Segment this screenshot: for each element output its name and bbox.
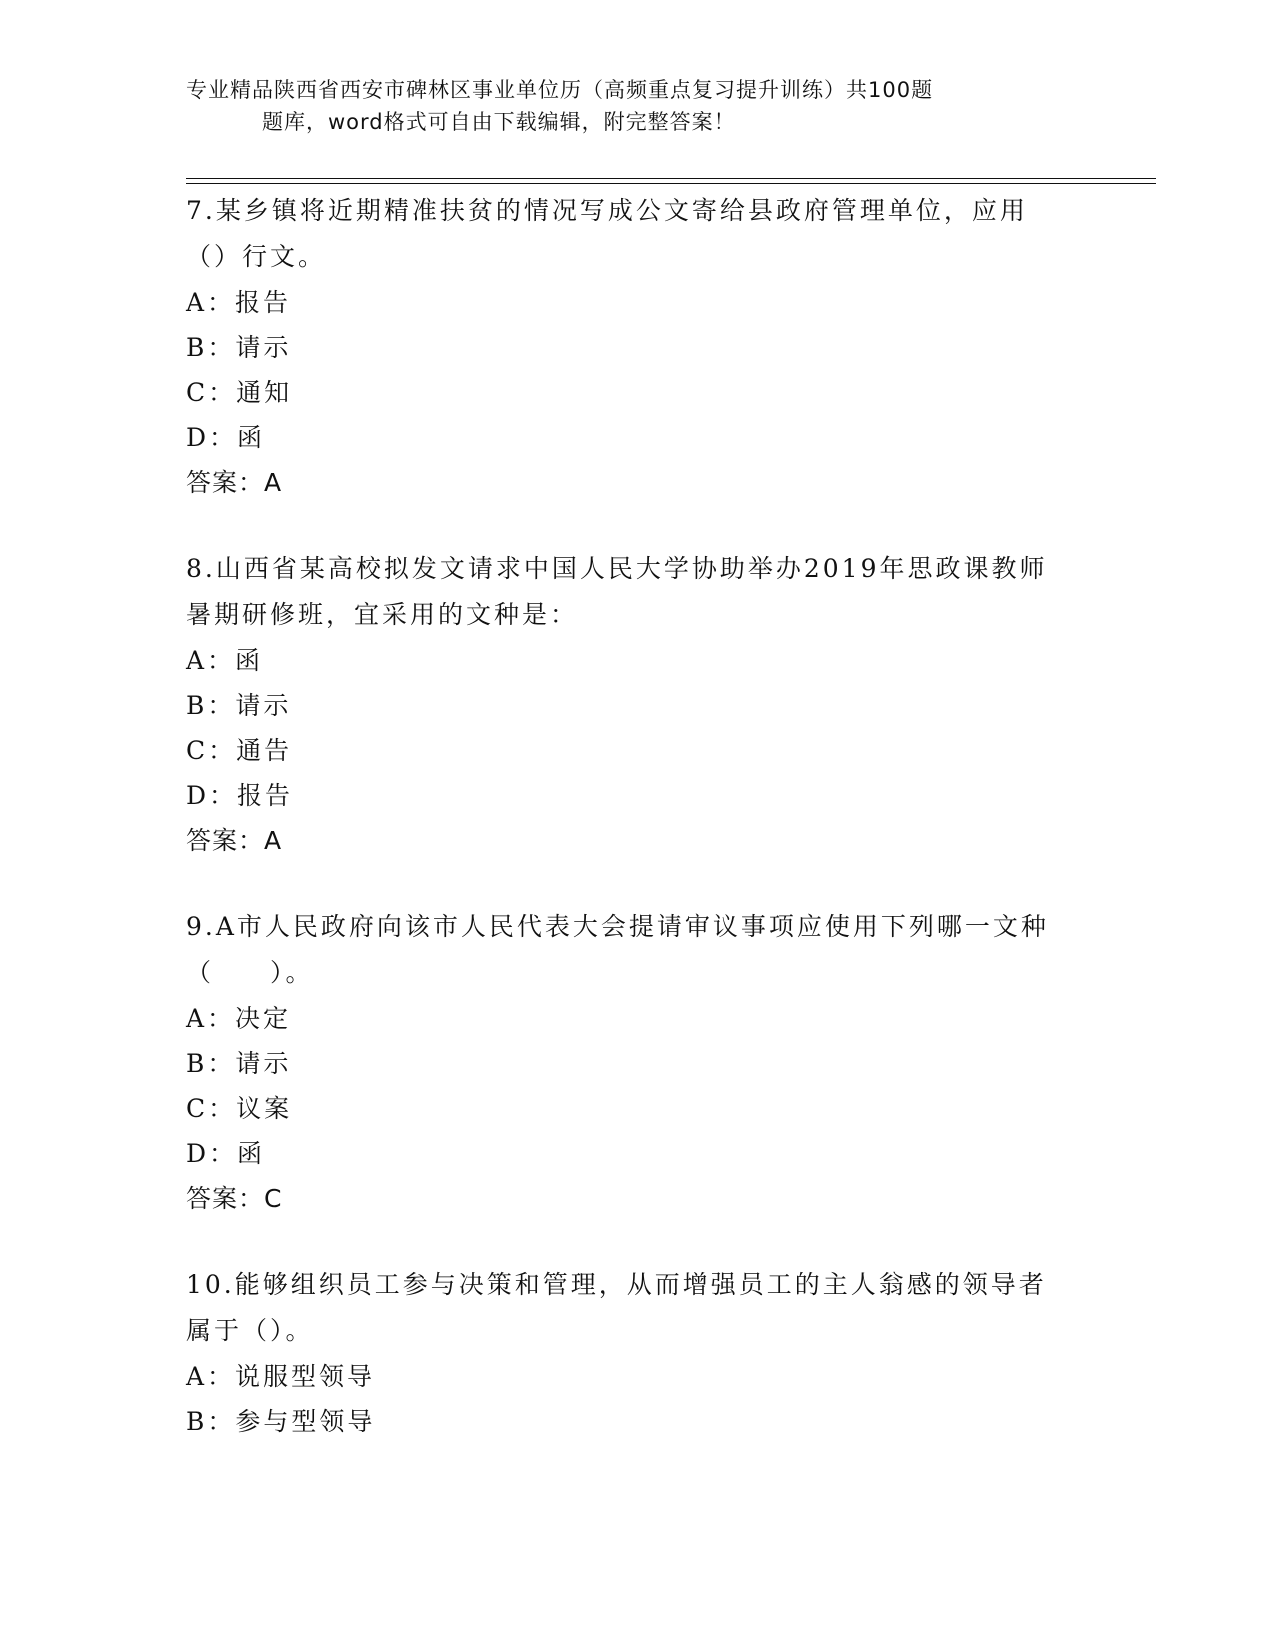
question-stem-line1: 10.能够组织员工参与决策和管理，从而增强员工的主人翁感的领导者 [186,1270,1047,1299]
question-stem-line2: 属于（）。 [186,1316,314,1345]
option-a: A：说服型领导 [186,1362,376,1391]
option-c: C：议案 [186,1094,293,1123]
option-d: D：函 [186,1139,266,1168]
header-divider-bottom [186,183,1156,184]
answer-line: 答案：A [186,826,283,855]
question-stem-line1: 7.某乡镇将近期精准扶贫的情况写成公文寄给县政府管理单位，应用 [186,196,1028,225]
option-c: C：通告 [186,736,293,765]
answer-line: 答案：C [186,1184,283,1213]
option-b: B：请示 [186,1049,292,1078]
option-a: A：决定 [186,1004,292,1033]
question-stem-line1: 8.山西省某高校拟发文请求中国人民大学协助举办2019年思政课教师 [186,554,1048,583]
question-stem-line2: 暑期研修班，宜采用的文种是： [186,600,579,629]
question-stem-line1: 9.A市人民政府向该市人民代表大会提请审议事项应使用下列哪一文种 [186,912,1049,941]
option-d: D：函 [186,423,266,452]
header-divider-top [186,178,1156,179]
document-header [186,74,1046,138]
question-10 [186,1262,1086,1444]
option-d: D：报告 [186,781,294,810]
option-a: A：函 [186,646,264,675]
option-b: B：参与型领导 [186,1407,376,1436]
option-c: C：通知 [186,378,293,407]
question-8 [186,546,1086,864]
question-stem-line2: （）行文。 [186,242,327,271]
header-title-line2: 题库，word格式可自由下载编辑，附完整答案！ [262,110,736,134]
question-9 [186,904,1086,1222]
question-list [186,188,1086,1484]
option-b: B：请示 [186,333,292,362]
header-title-line1: 专业精品陕西省西安市碑林区事业单位历（高频重点复习提升训练）共100题 [186,78,934,102]
question-stem-line2: （ ）。 [186,958,314,987]
option-b: B：请示 [186,691,292,720]
question-7 [186,188,1086,506]
answer-line: 答案：A [186,468,283,497]
option-a: A：报告 [186,288,292,317]
